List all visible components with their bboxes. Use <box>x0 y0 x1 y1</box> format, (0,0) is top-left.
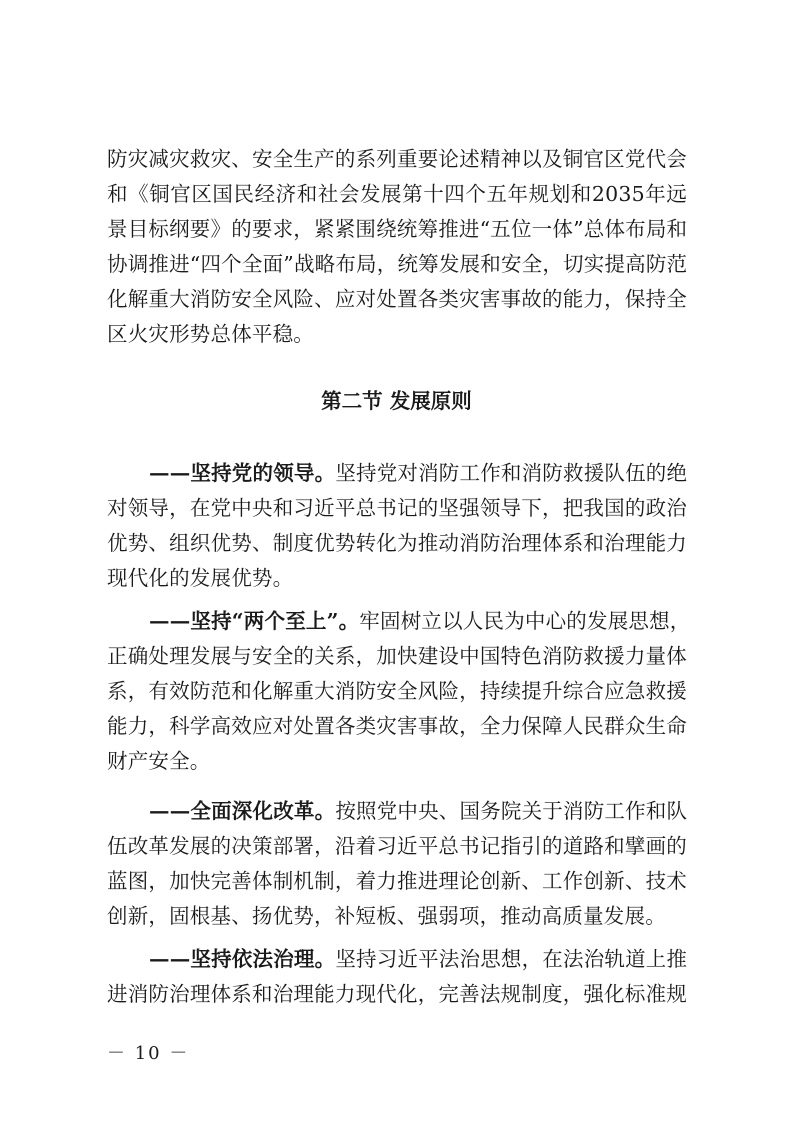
principle-1-line-2: 对领导，在党中央和习近平总书记的坚强领导下，把我国的政治 <box>107 496 687 520</box>
principle-3-heading: ——全面深化改革。 <box>149 799 336 823</box>
principle-1-text: 坚持党对消防工作和消防救援队伍的绝 <box>335 461 688 485</box>
principle-1-line-4: 现代化的发展优势。 <box>107 566 294 590</box>
principle-3-text: 按照党中央、国务院关于消防工作和队 <box>335 799 688 823</box>
intro-line-2: 和《铜官区国民经济和社会发展第十四个五年规划和2035年远 <box>107 182 687 206</box>
intro-line-5: 化解重大消防安全风险、应对处置各类灾害事故的能力，保持全 <box>107 287 687 311</box>
principle-1-line-3: 优势、组织优势、制度优势转化为推动消防治理体系和治理能力 <box>107 531 687 555</box>
principle-2-text: 牢固树立以人民为中心的发展思想， <box>359 609 691 633</box>
principle-2-line-3: 系，有效防范和化解重大消防安全风险，持续提升综合应急救援 <box>107 679 687 703</box>
principle-1-heading: ——坚持党的领导。 <box>149 461 336 485</box>
principle-3-line-2: 伍改革发展的决策部署，沿着习近平总书记指引的道路和擘画的 <box>107 834 687 858</box>
principle-3-line-4: 创新，固根基、扬优势，补短板、强弱项，推动高质量发展。 <box>107 904 666 928</box>
section-title: 第二节 发展原则 <box>321 389 472 413</box>
principle-2-line-4: 能力，科学高效应对处置各类灾害事故，全力保障人民群众生命 <box>107 714 687 738</box>
intro-line-6: 区火灾形势总体平稳。 <box>107 322 314 346</box>
intro-line-4: 协调推进“四个全面”战略布局，统筹发展和安全，切实提高防范 <box>107 252 688 276</box>
principle-1-first-line <box>149 458 687 488</box>
principle-2-line-5: 财产安全。 <box>107 749 211 773</box>
principle-2-heading: ——坚持“两个至上”。 <box>149 609 360 633</box>
principle-4-line-2: 进消防治理体系和治理能力现代化，完善法规制度，强化标准规 <box>107 982 687 1006</box>
principle-2-first-line <box>149 606 691 636</box>
principle-3-first-line <box>149 796 687 826</box>
page-number: － 10 － <box>107 1043 190 1064</box>
principle-4-text: 坚持习近平法治思想，在法治轨道上推 <box>335 947 688 971</box>
principle-2-line-2: 正确处理发展与安全的关系，加快建设中国特色消防救援力量体 <box>107 644 687 668</box>
intro-line-1: 防灾减灾救灾、安全生产的系列重要论述精神以及铜官区党代会 <box>107 147 687 171</box>
intro-line-3: 景目标纲要》的要求，紧紧围绕统筹推进“五位一体”总体布局和 <box>107 217 688 241</box>
principle-4-heading: ——坚持依法治理。 <box>149 947 336 971</box>
principle-4-first-line <box>149 944 687 974</box>
principle-3-line-3: 蓝图，加快完善体制机制，着力推进理论创新、工作创新、技术 <box>107 869 687 893</box>
